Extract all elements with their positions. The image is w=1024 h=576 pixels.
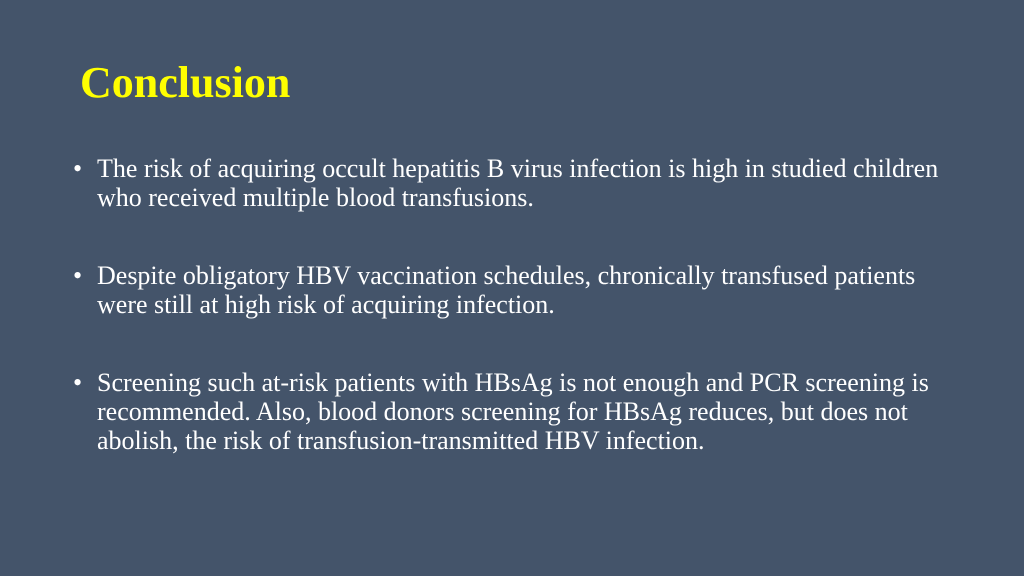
bullet-item	[73, 261, 963, 319]
bullet-point-icon: •	[73, 261, 83, 290]
bullet-item	[73, 368, 963, 455]
bullet-list	[73, 154, 963, 455]
slide-title: Conclusion	[80, 58, 291, 107]
bullet-text: Despite obligatory HBV vaccination schedules, chronically transfused patients were still at high risk of acquiring infection.	[97, 261, 916, 319]
bullet-point-icon: •	[73, 154, 83, 183]
bullet-item	[73, 154, 963, 212]
bullet-text: Screening such at-risk patients with HBsAg is not enough and PCR screening is recommended. Also, blood donors screening for HBsAg reduces, but does not abolish, the risk of transfusion-transmitted HBV infection.	[97, 368, 929, 455]
bullet-text: The risk of acquiring occult hepatitis B virus infection is high in studied children who received multiple blood transfusions.	[97, 154, 939, 212]
bullet-point-icon: •	[73, 368, 83, 397]
